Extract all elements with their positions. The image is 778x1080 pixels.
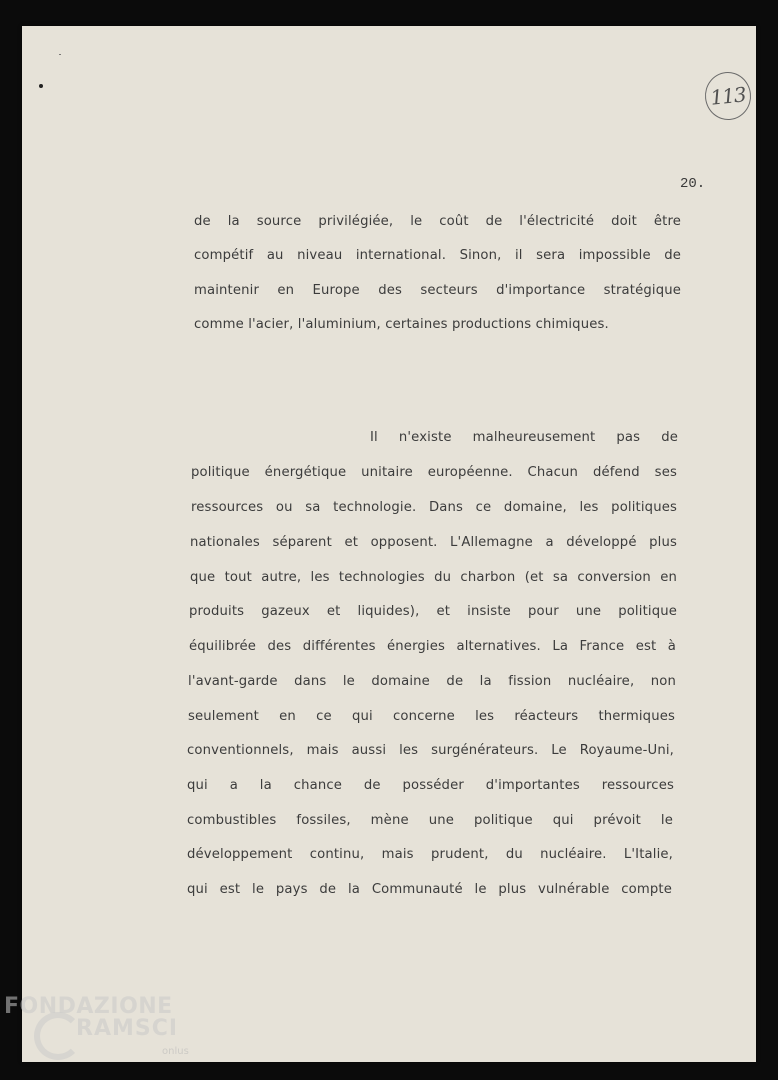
paragraph-2-line: conventionnels, mais aussi les surgénérateurs. Le Royaume-Uni, — [187, 743, 674, 758]
paragraph-2-line: développement continu, mais prudent, du nucléaire. L'Italie, — [187, 847, 673, 862]
paragraph-2-first-line: Il n'existe malheureusement pas de — [370, 430, 678, 445]
paragraph-2-line: qui a la chance de posséder d'importantes ressources — [187, 778, 674, 793]
watermark-g-logo — [34, 1012, 82, 1060]
paragraph-1-line: compétif au niveau international. Sinon, il sera impossible de — [194, 248, 681, 263]
paragraph-2-line: que tout autre, les technologies du charbon (et sa conversion en — [190, 570, 677, 585]
ink-speck — [59, 54, 61, 55]
ink-speck — [39, 84, 43, 88]
page-number: 20. — [680, 176, 706, 192]
paragraph-2-line: équilibrée des différentes énergies alternatives. La France est à — [189, 639, 676, 654]
paragraph-1-line: de la source privilégiée, le coût de l'électricité doit être — [194, 214, 681, 229]
paragraph-2-line: politique énergétique unitaire européenne. Chacun défend ses — [191, 465, 677, 480]
paragraph-1-line: comme l'acier, l'aluminium, certaines productions chimiques. — [194, 317, 609, 332]
paragraph-2-line: l'avant-garde dans le domaine de la fission nucléaire, non — [188, 674, 676, 689]
archive-watermark — [4, 994, 204, 1074]
paragraph-2-line: nationales séparent et opposent. L'Allemagne a développé plus — [190, 535, 677, 550]
paragraph-1-line: maintenir en Europe des secteurs d'importance stratégique — [194, 283, 681, 298]
document-page — [22, 26, 756, 1062]
paragraph-2-line: seulement en ce qui concerne les réacteurs thermiques — [188, 709, 675, 724]
paragraph-2-line: qui est le pays de la Communauté le plus vulnérable compte — [187, 882, 672, 897]
paragraph-2-line: ressources ou sa technologie. Dans ce domaine, les politiques — [191, 500, 677, 515]
watermark-subtitle: RAMSCI — [76, 1016, 179, 1041]
watermark-suffix: onlus — [162, 1046, 189, 1057]
paragraph-2-line: produits gazeux et liquides), et insiste pour une politique — [189, 604, 677, 619]
paragraph-2-line: combustibles fossiles, mène une politique qui prévoit le — [187, 813, 673, 828]
archive-number-stamp: 113 — [703, 70, 754, 123]
watermark-title: FONDAZIONE — [4, 994, 173, 1019]
